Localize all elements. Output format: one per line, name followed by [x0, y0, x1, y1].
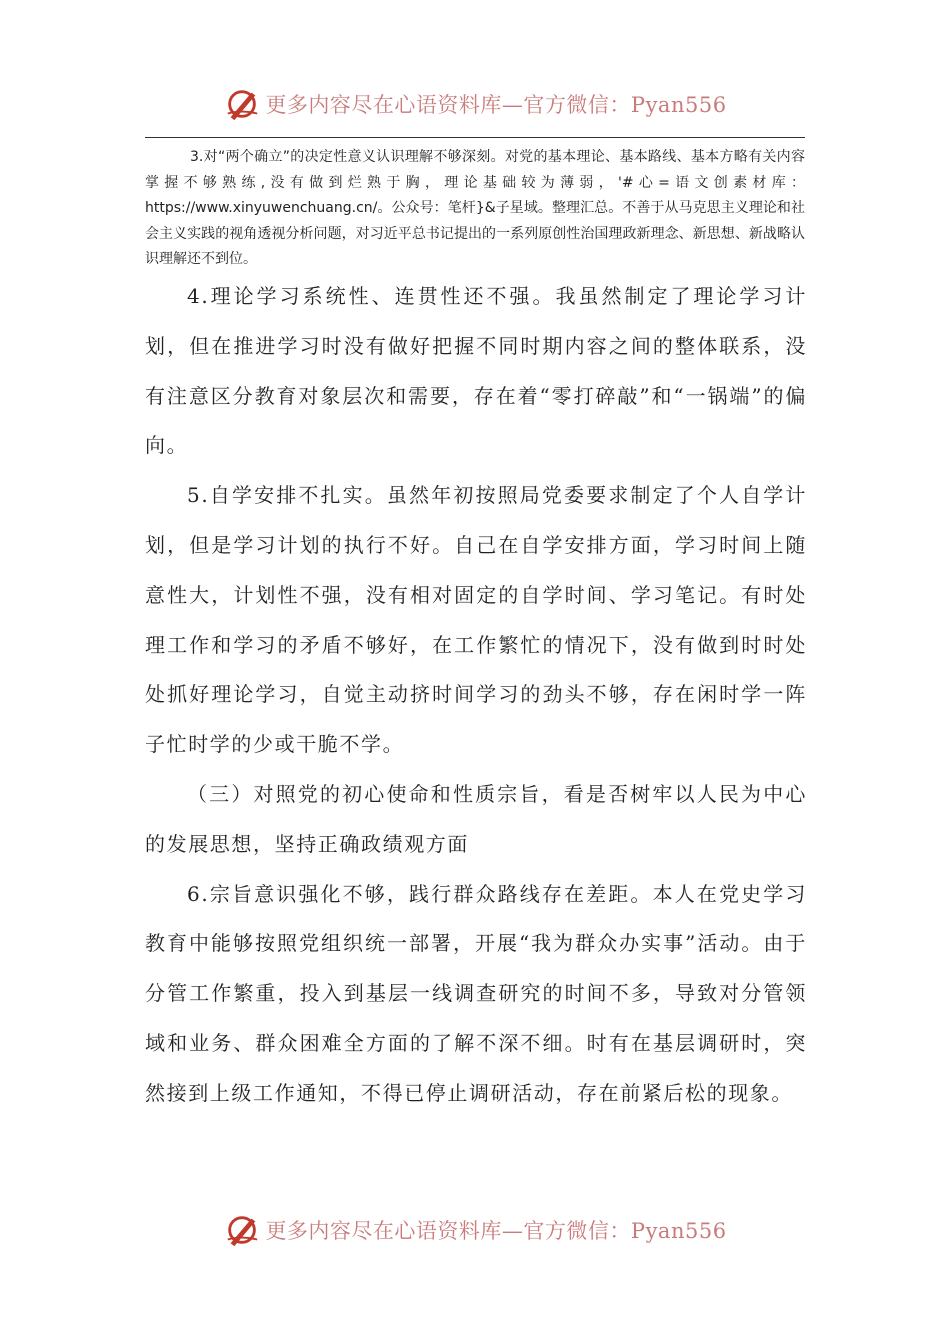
section-heading-3: （三）对照党的初心使命和性质宗旨，看是否树牢以人民为中心的发展思想，坚持正确政绩观方面 [145, 781, 807, 856]
paragraph-4: 4.理论学习系统性、连贯性还不强。我虽然制定了理论学习计划，但在推进学习时没有做好把握不同时期内容之间的整体联系，没有注意区分教育对象层次和需要，存在着“零打碎敲”和“一锅端”的偏向。 [145, 284, 807, 458]
main-body [145, 272, 807, 1119]
header-banner [0, 82, 950, 126]
header-banner-text: 更多内容尽在心语资料库—官方微信：Pyan556 [265, 93, 727, 117]
pen-circle-logo-icon [223, 1211, 261, 1249]
pen-circle-logo-icon [223, 85, 261, 123]
footer-banner [0, 1208, 950, 1252]
paragraph-5: 5.自学安排不扎实。虽然年初按照局党委要求制定了个人自学计划，但是学习计划的执行不好。自己在自学安排方面，学习时间上随意性大，计划性不强，没有相对固定的自学时间、学习笔记。有时处理工作和学习的矛盾不够好，在工作繁忙的情况下，没有做到时时处处抓好理论学习，自觉主动挤时间学习的劲头不够，存在闲时学一阵子忙时学的少或干脆不学。 [145, 483, 807, 757]
paragraph-3: 3.对“两个确立”的决定性意义认识理解不够深刻。对党的基本理论、基本路线、基本方略有关内容掌握不够熟练,没有做到烂熟于胸，理论基础较为薄弱，'#心=语文创素材库：https://www.xinyuwenchuang.cn/。公众号：笔杆}&子星域。整理汇总。不善于从马克思主义理论和社会主义实践的视角透视分析问题，对习近平总书记提出的一系列原创性治国理政新理念、新思想、新战略认识理解还不到位。 [145, 149, 805, 267]
paragraph-6: 6.宗旨意识强化不够，践行群众路线存在差距。本人在党史学习教育中能够按照党组织统一部署，开展“我为群众办实事”活动。由于分管工作繁重，投入到基层一线调查研究的时间不多，导致对分管领域和业务、群众困难全方面的了解不深不细。时有在基层调研时，突然接到上级工作通知，不得已停止调研活动，存在前紧后松的现象。 [145, 881, 807, 1105]
small-paragraph-block [145, 145, 805, 273]
footer-banner-text: 更多内容尽在心语资料库—官方微信：Pyan556 [265, 1219, 727, 1243]
header-divider [145, 137, 805, 138]
